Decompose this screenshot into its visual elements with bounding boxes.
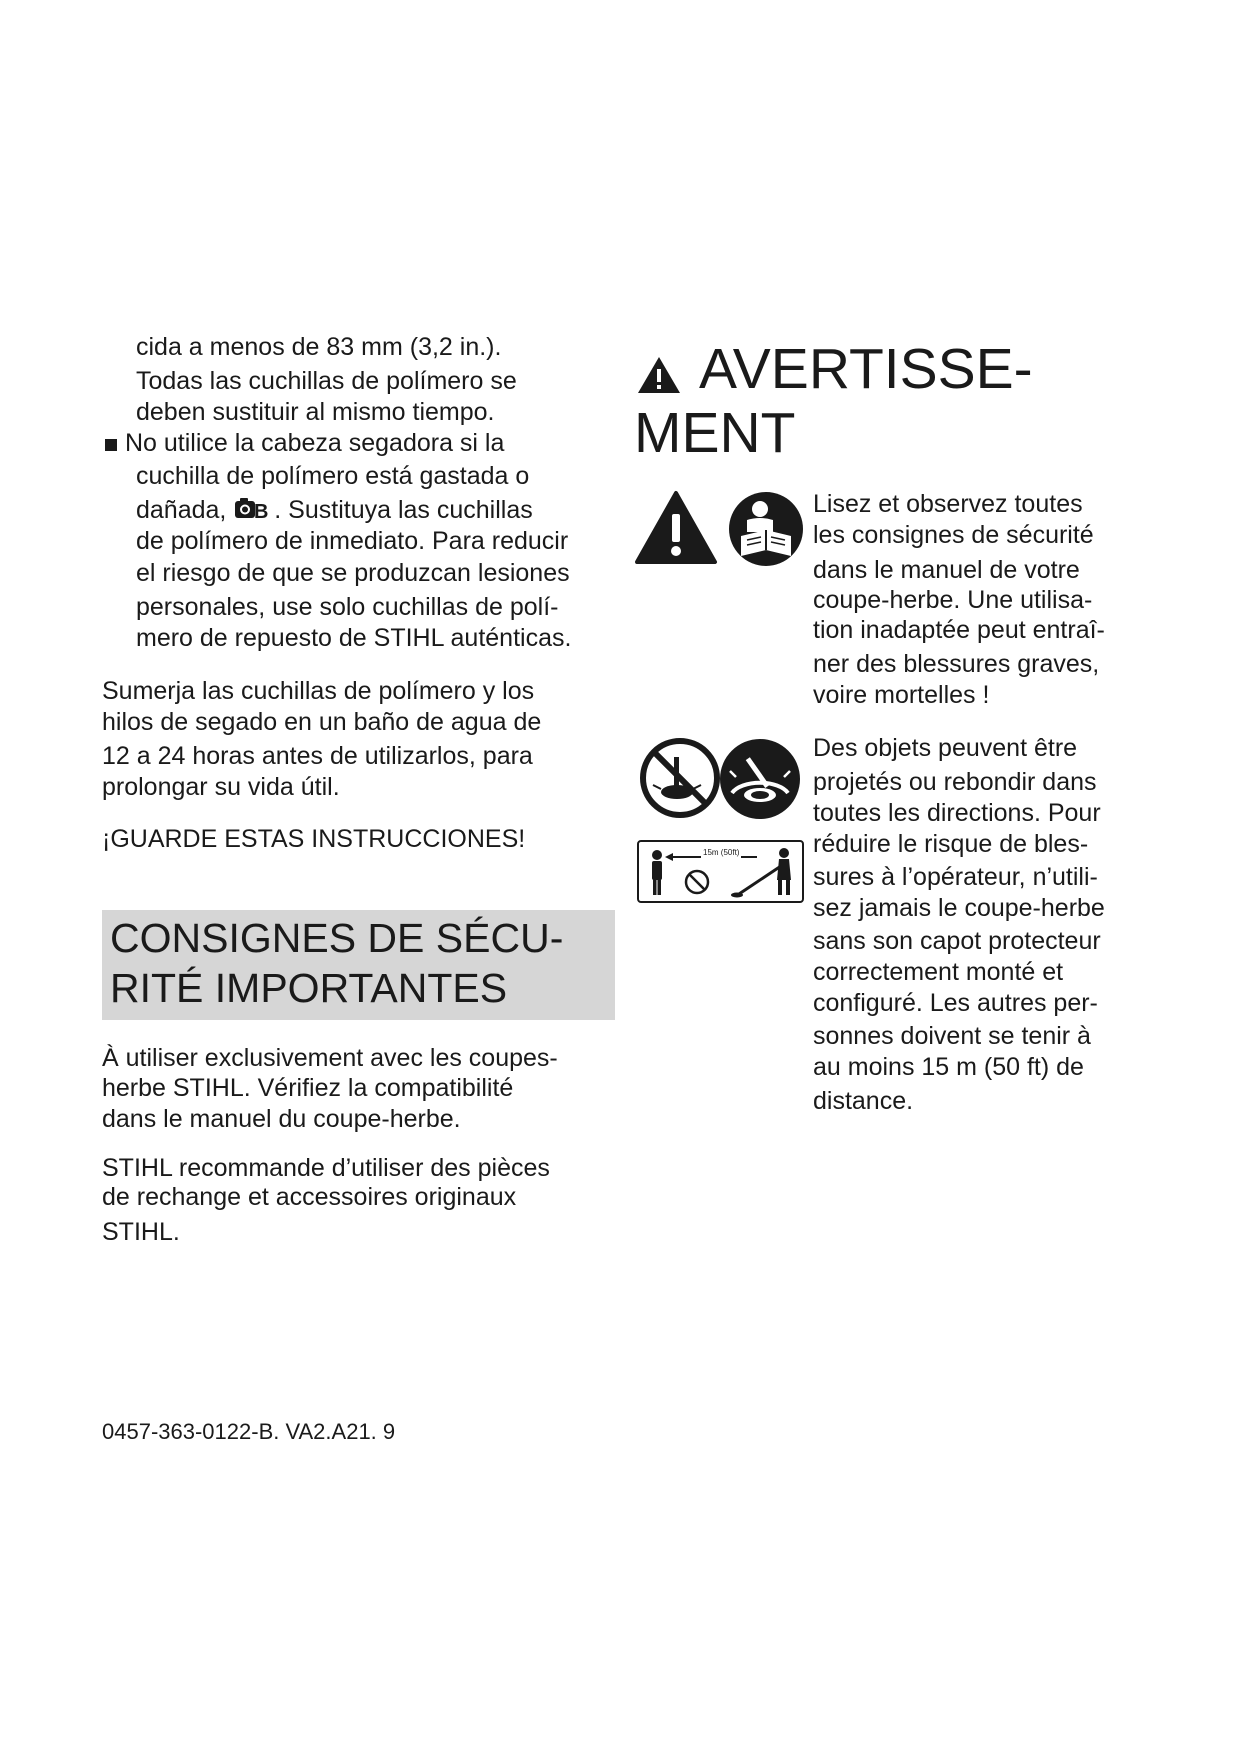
continued-text-line: deben sustituir al mismo tiempo. — [136, 398, 495, 426]
svg-text:B: B — [254, 501, 269, 523]
bullet-text-line: No utilice la cabeza segadora si la — [125, 429, 505, 457]
exclusive-use-text-line: À utiliser exclusivement avec les coupes- — [102, 1044, 558, 1072]
continued-text-line: cida a menos de 83 mm (3,2 in.). — [136, 333, 502, 361]
warning-triangle-icon — [636, 355, 682, 400]
projected-objects-text-line: réduire le risque de bles- — [813, 830, 1089, 858]
recommendation-text-line: de rechange et accessoires originaux — [102, 1183, 517, 1211]
bullet-text-line: de polímero de inmediato. Para reducir — [136, 527, 569, 555]
bullet-text-line: personales, use solo cuchillas de polí- — [136, 593, 559, 621]
read-manual-text-line: tion inadaptée peut entraî- — [813, 616, 1105, 644]
soak-text-line: hilos de segado en un baño de agua de — [102, 708, 542, 736]
bullet-square-icon — [105, 439, 117, 451]
continued-text-line: Todas las cuchillas de polímero se — [136, 367, 517, 395]
projected-objects-text-line: Des objets peuvent être — [813, 734, 1078, 762]
bullet-text-line: mero de repuesto de STIHL auténticas. — [136, 624, 572, 652]
read-manual-text-line: dans le manuel de votre — [813, 556, 1080, 584]
bullet-text-line: el riesgo de que se produzcan lesiones — [136, 559, 570, 587]
read-manual-text-line: les consignes de sécurité — [813, 521, 1094, 549]
section-heading-line: CONSIGNES DE SÉCU- — [110, 915, 564, 961]
soak-text-line: prolongar su vida útil. — [102, 773, 340, 801]
projected-objects-text-line: correctement monté et — [813, 958, 1064, 986]
soak-text-line: Sumerja las cuchillas de polímero y los — [102, 677, 535, 705]
soak-text-line: 12 a 24 horas antes de utilizarlos, para — [102, 742, 533, 770]
projected-objects-text-line: configuré. Les autres per- — [813, 989, 1098, 1017]
bullet-text-line: cuchilla de polímero está gastada o — [136, 462, 530, 490]
recommendation-text-line: STIHL. — [102, 1218, 180, 1246]
read-manual-text-line: ner des blessures graves, — [813, 650, 1100, 678]
projected-objects-text-line: sonnes doivent se tenir à — [813, 1022, 1091, 1050]
keep-distance-icon — [637, 840, 804, 903]
no-guard-prohibited-icon — [639, 737, 721, 824]
projected-objects-text-line: au moins 15 m (50 ft) de — [813, 1053, 1084, 1081]
bullet-text-fragment: dañada, — [136, 496, 227, 524]
bullet-text-fragment: . Sustituya las cuchillas — [274, 496, 533, 524]
read-manual-icon — [727, 490, 805, 573]
guard-required-icon — [718, 737, 802, 826]
section-heading-line: RITÉ IMPORTANTES — [110, 965, 508, 1011]
read-manual-text-line: coupe-herbe. Une utilisa- — [813, 586, 1093, 614]
projected-objects-text-line: sures à l’opérateur, n’utili- — [813, 863, 1098, 891]
exclusive-use-text-line: herbe STIHL. Vérifiez la compatibilité — [102, 1074, 514, 1102]
projected-objects-text-line: sez jamais le coupe-herbe — [813, 894, 1105, 922]
warning-title-line: MENT — [634, 401, 796, 465]
projected-objects-text-line: distance. — [813, 1087, 914, 1115]
projected-objects-text-line: toutes les directions. Pour — [813, 799, 1101, 827]
read-manual-text-line: Lisez et observez toutes — [813, 490, 1083, 518]
document-code-footer: 0457-363-0122-B. VA2.A21. 9 — [102, 1419, 396, 1444]
bullet-text-line-with-icon — [136, 495, 533, 528]
save-instructions-text: ¡GUARDE ESTAS INSTRUCCIONES! — [102, 825, 526, 853]
projected-objects-text-line: sans son capot protecteur — [813, 927, 1101, 955]
read-manual-text-line: voire mortelles ! — [813, 681, 990, 709]
safety-alert-icon — [634, 490, 718, 571]
camera-b-icon — [234, 497, 269, 528]
distance-label: 15m (50ft) — [703, 848, 740, 857]
recommendation-text-line: STIHL recommande d’utiliser des pièces — [102, 1154, 550, 1182]
projected-objects-text-line: projetés ou rebondir dans — [813, 768, 1097, 796]
warning-title-line: AVERTISSE- — [699, 337, 1033, 401]
exclusive-use-text-line: dans le manuel du coupe-herbe. — [102, 1105, 461, 1133]
